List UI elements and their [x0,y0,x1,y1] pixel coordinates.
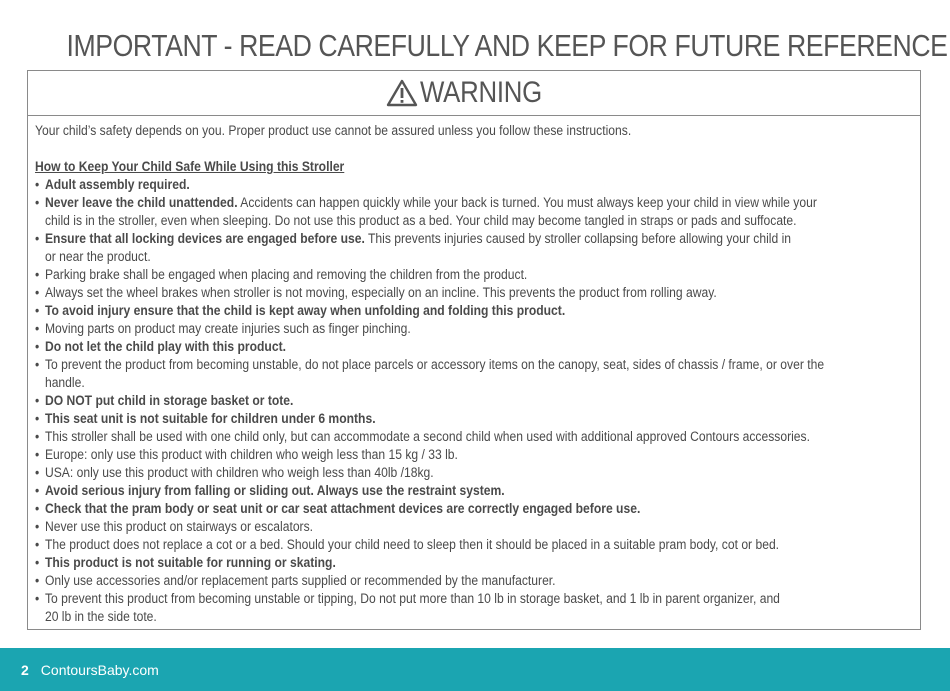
warning-box [27,70,921,630]
bullet-dot: • [35,537,40,552]
bullet-item [35,518,920,536]
bullet-item [35,356,920,392]
bullet-text [45,518,836,536]
bullet-text [45,446,836,464]
page-number: 2 [21,661,29,678]
bullet-dot: • [35,285,40,300]
bullet-bold-text: Never leave the child unattended. [44,195,238,210]
bullet-dot: • [35,447,40,462]
bullet-item [35,302,920,320]
intro-text: Your child’s safety depends on you. Proper product use cannot be assured unless you follow these instructions. [35,123,632,138]
bullet-dot: • [35,519,40,534]
bullet-regular-text: USA: only use this product with children who weigh less than 40lb /18kg. [44,465,434,480]
bullet-list [35,176,920,626]
bullet-bold-text: To avoid injury ensure that the child is kept away when unfolding and folding this product. [44,303,566,318]
bullet-dot: • [35,195,40,210]
bullet-continuation-text: child is in the stroller, even when sleeping. Do not use this product as a bed. Your child may become tangled in straps or pads and suffocate. [44,213,797,228]
bullet-text [45,284,836,302]
bullet-text [45,302,836,320]
bullet-item [35,500,920,518]
bullet-continuation-text: or near the product. [44,249,151,264]
bullet-item [35,590,920,626]
bullet-text [45,482,836,500]
bullet-bold-text: Avoid serious injury from falling or sliding out. Always use the restraint system. [44,483,505,498]
bullet-regular-text: Europe: only use this product with children who weigh less than 15 kg / 33 lb. [44,447,458,462]
bullet-item [35,392,920,410]
bullet-dot: • [35,465,40,480]
bullet-text [45,356,836,374]
bullet-dot: • [35,555,40,570]
bullet-dot: • [35,177,40,192]
bullet-item [35,428,920,446]
bullet-dot: • [35,231,40,246]
bullet-dot: • [35,483,40,498]
bullet-regular-text: This stroller shall be used with one child only, but can accommodate a second child when used with additional approved Contours accessories. [44,429,810,444]
bullet-regular-text: To prevent the product from becoming unstable, do not place parcels or accessory items on the canopy, seat, sides of chassis / frame, or over the [44,357,825,372]
warning-header [28,71,920,116]
bullet-text [45,230,836,248]
bullet-item [35,230,920,266]
website-link[interactable]: ContoursBaby.com [40,661,159,678]
bullet-regular-text: Accidents can happen quickly while your back is turned. You must always keep your child in view while your [237,195,817,210]
bullet-dot: • [35,339,40,354]
bullet-text [45,410,836,428]
bullet-item [35,176,920,194]
bullet-bold-text: This seat unit is not suitable for children under 6 months. [44,411,376,426]
bullet-item [35,194,920,230]
bullet-item [35,554,920,572]
bullet-dot: • [35,267,40,282]
bullet-continuation-text: 20 lb in the side tote. [44,609,157,624]
bullet-text [45,266,836,284]
bullet-text [45,428,836,446]
bullet-text [45,176,836,194]
bullet-text [45,338,836,356]
bullet-text [45,464,836,482]
bullet-text [45,590,836,608]
bullet-item [35,482,920,500]
bullet-dot: • [35,393,40,408]
bullet-bold-text: Ensure that all locking devices are engaged before use. [44,231,365,246]
bullet-item [35,446,920,464]
bullet-item [35,572,920,590]
bullet-bold-text: Do not let the child play with this product. [44,339,286,354]
bullet-bold-text: DO NOT put child in storage basket or tote. [44,393,294,408]
bullet-dot: • [35,303,40,318]
bullet-regular-text: This prevents injuries caused by stroller collapsing before allowing your child in [364,231,792,246]
bullet-dot: • [35,411,40,426]
bullet-regular-text: Parking brake shall be engaged when placing and removing the children from the product. [44,267,528,282]
bullet-text [45,572,836,590]
bullet-item [35,266,920,284]
bullet-regular-text: Never use this product on stairways or escalators. [44,519,314,534]
bullet-text [45,554,836,572]
bullet-dot: • [35,573,40,588]
page-title: IMPORTANT - READ CAREFULLY AND KEEP FOR FUTURE REFERENCE [66,28,948,63]
bullet-text [45,536,836,554]
section-heading: How to Keep Your Child Safe While Using this Stroller [35,159,345,174]
bullet-dot: • [35,429,40,444]
warning-content [28,116,920,626]
bullet-regular-text: Always set the wheel brakes when stroller is not moving, especially on an incline. This prevents the product from rolling away. [44,285,717,300]
bullet-continuation-text: handle. [44,375,85,390]
bullet-text [45,320,836,338]
bullet-bold-text: Adult assembly required. [44,177,190,192]
bullet-regular-text: The product does not replace a cot or a bed. Should your child need to sleep then it should be placed in a suitable pram body, cot or bed. [44,537,780,552]
bullet-item [35,338,920,356]
bullet-regular-text: To prevent this product from becoming unstable or tipping, Do not put more than 10 lb in storage basket, and 1 lb in parent organizer, and [44,591,780,606]
bullet-item [35,320,920,338]
bullet-item [35,536,920,554]
bullet-dot: • [35,591,40,606]
footer-bar [0,648,950,691]
bullet-text [45,500,836,518]
bullet-text [45,392,836,410]
bullet-regular-text: Only use accessories and/or replacement parts supplied or recommended by the manufacturer. [44,573,556,588]
bullet-regular-text: Moving parts on product may create injuries such as finger pinching. [44,321,411,336]
bullet-dot: • [35,501,40,516]
bullet-dot: • [35,321,40,336]
bullet-text [45,194,836,212]
warning-triangle-icon [386,79,418,107]
bullet-item [35,284,920,302]
bullet-item [35,410,920,428]
bullet-dot: • [35,357,40,372]
bullet-bold-text: Check that the pram body or seat unit or car seat attachment devices are correctly engaged before use. [44,501,641,516]
bullet-bold-text: This product is not suitable for running or skating. [44,555,336,570]
bullet-item [35,464,920,482]
warning-label: WARNING [420,76,543,109]
